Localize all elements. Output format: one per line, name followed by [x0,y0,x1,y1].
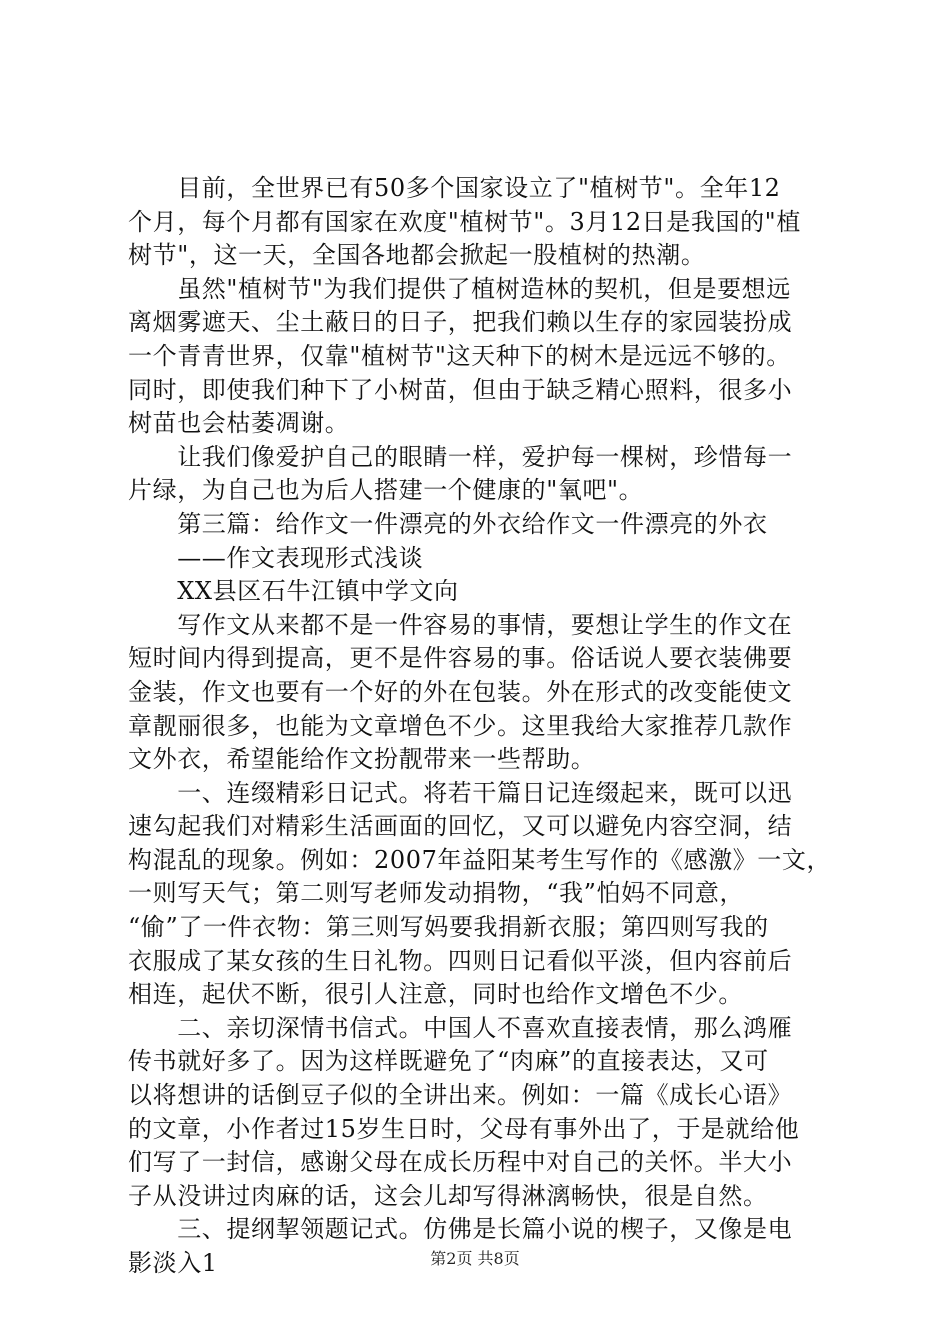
text-line: 树节"，这一天，全国各地都会掀起一股植树的热潮。 [128,241,706,270]
text-line: 第三篇：给作文一件漂亮的外衣给作文一件漂亮的外衣 [128,509,768,538]
text-line: 个月，每个月都有国家在欢度"植树节"。3月12日是我国的"植 [128,207,801,236]
text-line: 短时间内得到提高，更不是件容易的事。俗话说人要衣装佛要 [128,644,793,673]
text-line: 构混乱的现象。例如：2007年益阳某考生写作的《感激》一文， [128,845,832,874]
text-line: 写作文从来都不是一件容易的事情，要想让学生的作文在 [128,610,793,639]
text-line: “偷”了一件衣物：第三则写妈要我捐新衣服；第四则写我的 [128,913,769,942]
text-line: 二、亲切深情书信式。中国人不喜欢直接表情，那么鸿雁 [128,1013,793,1042]
text-line: 一则写天气；第二则写老师发动捐物，“我”怕妈不同意， [128,879,745,908]
text-line: 一、连缀精彩日记式。将若干篇日记连缀起来，既可以迅 [128,778,793,807]
text-line: 的文章，小作者过15岁生日时，父母有事外出了，于是就给他 [128,1114,800,1143]
text-line: 树苗也会枯萎凋谢。 [128,409,350,438]
text-line: 片绿，为自己也为后人搭建一个健康的"氧吧"。 [128,476,644,505]
text-line: ——作文表现形式浅谈 [128,543,424,572]
text-line: 传书就好多了。因为这样既避免了“肉麻”的直接表达，又可 [128,1047,769,1076]
page-footer: 第2页 共8页 [430,1249,520,1268]
text-line: 一个青青世界，仅靠"植树节"这天种下的树木是远远不够的。 [128,341,791,370]
document-body [128,172,840,1281]
text-line: 金装，作文也要有一个好的外在包装。外在形式的改变能使文 [128,677,793,706]
text-line: 离烟雾遮天、尘土蔽日的日子，把我们赖以生存的家园装扮成 [128,308,793,337]
text-line: 章靓丽很多，也能为文章增色不少。这里我给大家推荐几款作 [128,711,793,740]
text-line: 三、提纲挈领题记式。仿佛是长篇小说的楔子，又像是电 [128,1215,793,1244]
text-line: 目前，全世界已有50多个国家设立了"植树节"。全年12 [128,174,781,202]
text-line: 文外衣，希望能给作文扮靓带来一些帮助。 [128,745,596,774]
text-line: 同时，即使我们种下了小树苗，但由于缺乏精心照料，很多小 [128,375,793,404]
text-line: 子从没讲过肉麻的话，这会儿却写得淋漓畅快，很是自然。 [128,1181,768,1210]
text-line: 相连，起伏不断，很引人注意，同时也给作文增色不少。 [128,980,743,1009]
text-line: 们写了一封信，感谢父母在成长历程中对自己的关怀。半大小 [128,1148,793,1177]
text-line: 速勾起我们对精彩生活画面的回忆，又可以避免内容空洞，结 [128,812,793,841]
text-line: 虽然"植树节"为我们提供了植树造林的契机，但是要想远 [128,274,791,303]
text-line: XX县区石牛江镇中学文向 [128,577,459,606]
text-line: 以将想讲的话倒豆子似的全讲出来。例如：一篇《成长心语》 [128,1081,793,1110]
text-line: 影淡入1 [128,1249,218,1277]
text-line: 让我们像爱护自己的眼睛一样，爱护每一棵树，珍惜每一 [128,442,793,471]
text-line: 衣服成了某女孩的生日礼物。四则日记看似平淡，但内容前后 [128,946,793,975]
